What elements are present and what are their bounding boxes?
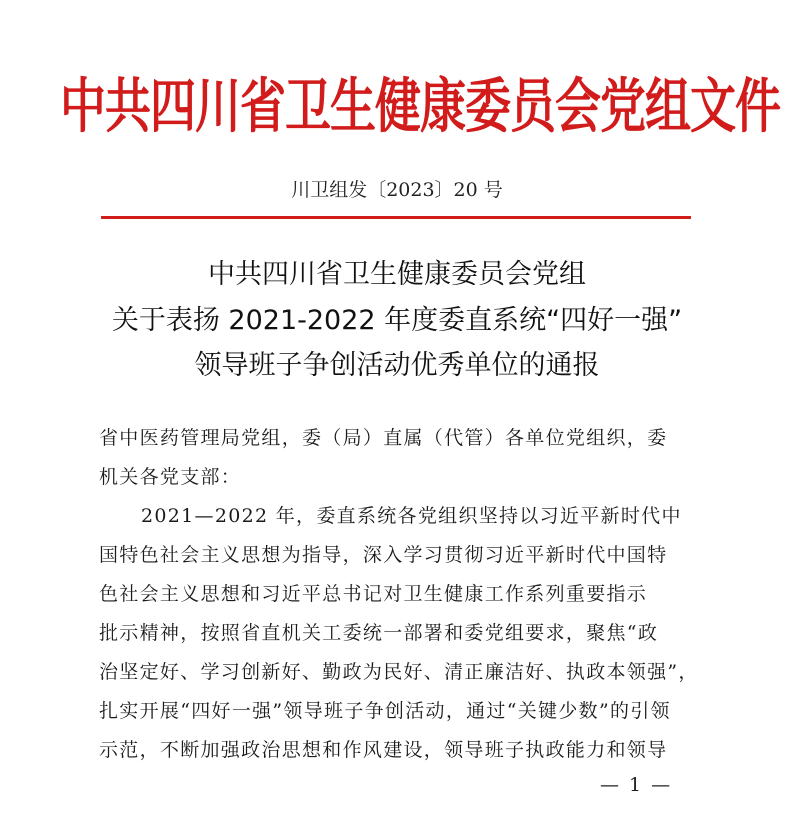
paragraph-line-1: 2021—2022 年，委直系统各党组织坚持以习近平新时代中 [141, 505, 682, 527]
paragraph-line-3: 色社会主义思想和习近平总书记对卫生健康工作系列重要指示 [99, 583, 648, 605]
recipients-line-2: 机关各党支部： [99, 466, 242, 488]
issuer-header: 中共四川省卫生健康委员会党组文件 [60, 71, 780, 141]
paragraph-line-4: 批示精神，按照省直机关工委统一部署和委党组要求，聚焦“政 [99, 622, 659, 644]
page-number: — 1 — [600, 774, 673, 796]
document-number: 川卫组发〔2023〕20 号 [291, 179, 503, 201]
paragraph-line-5: 治坚定好、学习创新好、勤政为民好、清正廉洁好、执政本领强”， [99, 661, 699, 683]
title-line-3: 领导班子争创活动优秀单位的通报 [194, 350, 600, 381]
title-line-1: 中共四川省卫生健康委员会党组 [208, 259, 586, 290]
paragraph-line-7: 示范，不断加强政治思想和作风建设，领导班子执政能力和领导 [99, 739, 668, 761]
recipients-line-1: 省中医药管理局党组，委（局）直属（代管）各单位党组织，委 [99, 427, 668, 449]
paragraph-line-6: 扎实开展“四好一强”领导班子争创活动，通过“关键少数”的引领 [99, 700, 671, 722]
red-divider-line [101, 216, 691, 219]
paragraph-line-2: 国特色社会主义思想为指导，深入学习贯彻习近平新时代中国特 [99, 544, 668, 566]
title-line-2: 关于表扬 2021-2022 年度委直系统“四好一强” [111, 305, 683, 336]
